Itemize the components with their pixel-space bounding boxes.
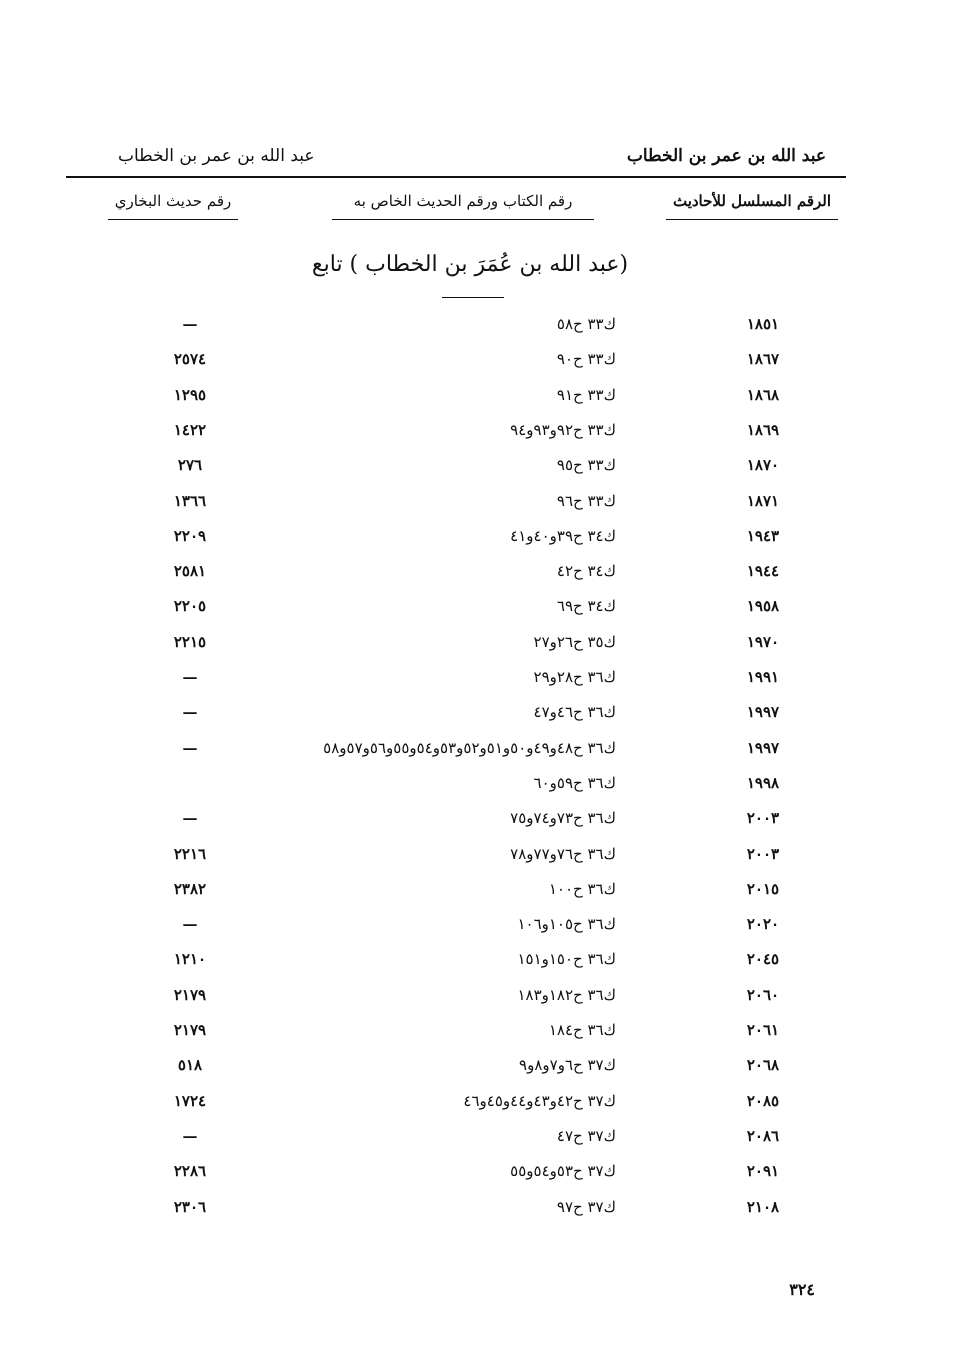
reference-cell: ك٣٧ ح٤٧ [556,1127,616,1145]
header-rule [66,176,846,178]
bukhari-cell: ١٢١٠ [173,950,207,968]
reference-cell: ك٣٣ ح٩١ [556,386,616,404]
bukhari-cell: ٥١٨ [177,1056,203,1074]
table-row [0,633,956,661]
serial-cell: ١٩٩٧ [746,703,780,721]
reference-cell: ك٣٧ ح٤٢و٤٣و٤٤و٤٥و٤٦ [463,1092,616,1110]
reference-cell: ك٣٦ ح٧٦و٧٧و٧٨ [510,845,616,863]
table-row [0,986,956,1014]
bukhari-cell: ٢٢٨٦ [173,1162,207,1180]
bukhari-cell: ٢١٧٩ [173,986,207,1004]
reference-cell: ك٣٦ ح٢٨و٢٩ [533,668,616,686]
serial-cell: ١٨٦٩ [746,421,780,439]
bukhari-cell: — [182,739,198,757]
bukhari-cell: — [182,1127,198,1145]
bukhari-cell: ٢٧٦ [177,456,203,474]
table-row [0,492,956,520]
reference-cell: ك٣٤ ح٦٩ [556,597,616,615]
reference-cell: ك٣٦ ح١٥٠و١٥١ [517,950,616,968]
running-head-left: عبد الله بن عمر بن الخطاب [118,146,315,166]
column-header-serial-label: الرقم المسلسل للأحاديث [672,192,832,210]
serial-cell: ٢٠٦٠ [746,986,780,1004]
serial-cell: ١٨٧١ [746,492,780,510]
reference-cell: ك٣٦ ح١٨٤ [548,1021,616,1039]
reference-cell: ك٣٦ ح١٨٢و١٨٣ [517,986,616,1004]
table-row [0,315,956,343]
table-row [0,1021,956,1049]
table-row [0,597,956,625]
bukhari-cell: ٢٢١٥ [173,633,207,651]
bukhari-cell: — [182,915,198,933]
reference-cell: ك٣٦ ح١٠٥و١٠٦ [517,915,616,933]
reference-cell: ك٣٦ ح٤٦و٤٧ [533,703,616,721]
reference-cell: ك٣٦ ح٥٩و٦٠ [533,774,616,792]
serial-cell: ٢٠٩١ [746,1162,780,1180]
serial-cell: ١٩٧٠ [746,633,780,651]
serial-cell: ٢٠٤٥ [746,950,780,968]
page-number: ٣٢٤ [789,1280,815,1299]
serial-cell: ٢٠٠٣ [746,809,780,827]
serial-cell: ١٩٤٣ [746,527,780,545]
table-row [0,950,956,978]
table-row [0,1056,956,1084]
bukhari-cell: ١٣٦٦ [173,492,207,510]
column-header-bukhari [108,192,238,210]
bukhari-cell: ٢٢٠٥ [173,597,207,615]
serial-cell: ١٨٧٠ [746,456,780,474]
serial-cell: ٢٠٦١ [746,1021,780,1039]
reference-cell: ك٣٦ ح٤٨و٤٩و٥٠و٥١و٥٢و٥٣و٥٤و٥٥و٥٦و٥٧و٥٨ [323,739,616,757]
serial-cell: ٢٠٨٥ [746,1092,780,1110]
table-row [0,880,956,908]
reference-cell: ك٣٤ ح٤٢ [556,562,616,580]
reference-cell: ك٣٧ ح٩٧ [556,1198,616,1216]
reference-cell: ك٣٦ ح٧٣و٧٤و٧٥ [510,809,616,827]
bukhari-cell: ١٢٩٥ [173,386,207,404]
serial-cell: ٢٠٨٦ [746,1127,780,1145]
table-row [0,739,956,767]
column-header-bukhari-label: رقم حديث البخاري [114,192,232,210]
serial-cell: ١٩٩٧ [746,739,780,757]
table-row [0,386,956,414]
bukhari-cell: — [182,809,198,827]
table-row [0,774,956,802]
bukhari-cell: ٢٥٨١ [173,562,207,580]
bukhari-cell: ١٤٢٢ [173,421,207,439]
reference-cell: ك٣٥ ح٢٦و٢٧ [533,633,616,651]
reference-cell: ك٣٦ ح١٠٠ [548,880,616,898]
reference-cell: ك٣٣ ح٩٥ [556,456,616,474]
column-header-ref [332,192,594,210]
serial-cell: ٢١٠٨ [746,1198,780,1216]
bukhari-cell: ٢٢٠٩ [173,527,207,545]
serial-cell: ١٩٩٨ [746,774,780,792]
serial-cell: ١٨٥١ [746,315,780,333]
bukhari-cell: ١٧٢٤ [173,1092,207,1110]
bukhari-cell: ٢٥٧٤ [173,350,207,368]
table-row [0,527,956,555]
serial-cell: ١٩٩١ [746,668,780,686]
bukhari-cell: — [182,703,198,721]
serial-cell: ١٨٦٨ [746,386,780,404]
table-row [0,1092,956,1120]
reference-cell: ك٣٤ ح٣٩و٤٠و٤١ [510,527,616,545]
column-header-serial [666,192,838,210]
table-row [0,1162,956,1190]
reference-cell: ك٣٣ ح٩٢و٩٣و٩٤ [510,421,616,439]
table-row [0,703,956,731]
serial-cell: ٢٠٢٠ [746,915,780,933]
table-row [0,421,956,449]
section-title-underline [442,297,504,298]
bukhari-cell: ٢٢١٦ [173,845,207,863]
reference-cell: ك٣٣ ح٥٨ [556,315,616,333]
bukhari-cell: ٢٣٨٢ [173,880,207,898]
serial-cell: ٢٠٠٣ [746,845,780,863]
table-row [0,915,956,943]
running-head-right: عبد الله بن عمر بن الخطاب [626,146,826,166]
column-header-ref-label: رقم الكتاب ورقم الحديث الخاص به [353,192,573,210]
serial-cell: ٢٠١٥ [746,880,780,898]
table-row [0,845,956,873]
bukhari-cell: — [182,668,198,686]
serial-cell: ٢٠٦٨ [746,1056,780,1074]
bukhari-cell: ٢٣٠٦ [173,1198,207,1216]
serial-cell: ١٨٦٧ [746,350,780,368]
serial-cell: ١٩٥٨ [746,597,780,615]
table-row [0,562,956,590]
table-row [0,350,956,378]
bukhari-cell: — [182,315,198,333]
reference-cell: ك٣٣ ح٩٦ [556,492,616,510]
table-row [0,456,956,484]
section-title: (عبد الله بن عُمَرَ بن الخطاب ) تابع [311,252,629,277]
bukhari-cell: ٢١٧٩ [173,1021,207,1039]
reference-cell: ك٣٧ ح٦و٧و٨و٩ [519,1056,616,1074]
reference-cell: ك٣٧ ح٥٣و٥٤و٥٥ [510,1162,616,1180]
reference-cell: ك٣٣ ح٩٠ [556,350,616,368]
serial-cell: ١٩٤٤ [746,562,780,580]
table-row [0,1198,956,1226]
table-row [0,668,956,696]
table-row [0,809,956,837]
table-row [0,1127,956,1155]
